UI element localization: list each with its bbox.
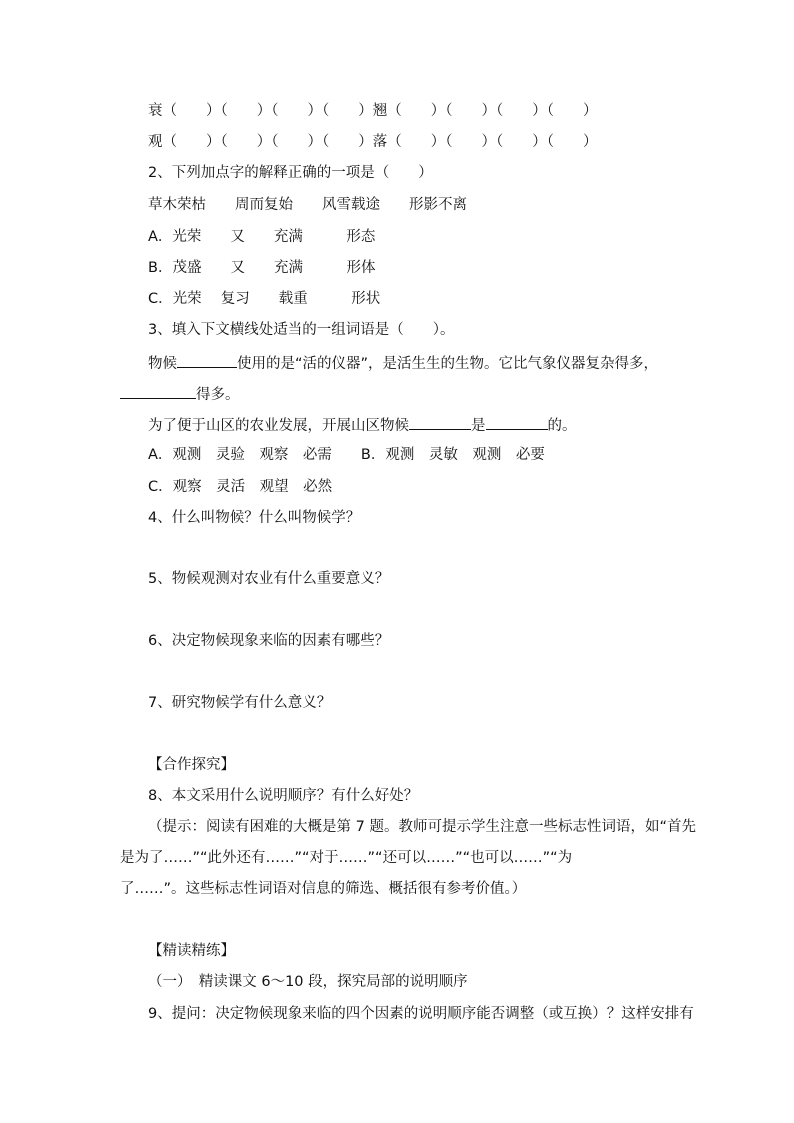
fill-blank — [120, 383, 196, 399]
question-2-option-a: A．光荣 又 充满 形态 — [148, 229, 376, 245]
fill-blank — [409, 414, 471, 430]
hint-line-1: （提示：阅读有困难的大概是第 7 题。教师可提示学生注意一些标志性词语，如“首先 — [148, 819, 696, 835]
char-row-1: 衰（ ）（ ）（ ）（ ）翘（ ）（ ）（ ）（ ） — [148, 103, 598, 119]
question-3: 3、填入下文横线处适当的一组词语是（ ）。 — [148, 322, 455, 338]
section-heading-cooperation: 【合作探究】 — [148, 757, 235, 773]
question-3-options-ab: A．观测 灵验 观察 必需 B．观测 灵敏 观测 必要 — [148, 447, 545, 463]
question-2-words: 草木荣枯 周而复始 风雪载途 形影不离 — [148, 197, 467, 213]
question-6: 6、决定物候现象来临的因素有哪些？ — [148, 633, 390, 649]
question-3-passage-line-3 — [148, 414, 577, 436]
fill-blank — [177, 352, 237, 368]
passage-text: 的。 — [547, 418, 577, 434]
passage-text: 使用的是“活的仪器”，是活生生的生物。它比气象仪器复杂得多， — [237, 356, 659, 372]
question-4: 4、什么叫物候？什么叫物候学？ — [148, 510, 361, 526]
question-3-passage-line-1 — [148, 352, 658, 374]
section-heading-intensive-reading: 【精读精练】 — [148, 943, 235, 959]
question-2-option-b: B．茂盛 又 充满 形体 — [148, 260, 376, 276]
hint-line-3: 了……”。这些标志性词语对信息的筛选、概括很有参考价值。） — [120, 881, 527, 897]
question-2-option-c: C．光荣 复习 载重 形状 — [148, 291, 381, 307]
passage-text: 是 — [471, 418, 486, 434]
question-3-passage-line-2 — [120, 383, 240, 405]
question-9: 9、提问：决定物候现象来临的四个因素的说明顺序能否调整（或互换）？这样安排有 — [148, 1006, 694, 1022]
question-3-option-c: C．观察 灵活 观望 必然 — [148, 479, 333, 495]
question-8: 8、本文采用什么说明顺序？有什么好处？ — [148, 788, 419, 804]
question-7: 7、研究物候学有什么意义？ — [148, 695, 332, 711]
fill-blank — [486, 414, 548, 430]
question-2: 2、下列加点字的解释正确的一项是（ ） — [148, 165, 433, 181]
hint-line-2: 是为了……”“此外还有……”“对于……”“还可以……”“也可以……”“为 — [120, 850, 573, 866]
char-row-2: 观（ ）（ ）（ ）（ ）落（ ）（ ）（ ）（ ） — [148, 134, 598, 150]
question-5: 5、物候观测对农业有什么重要意义？ — [148, 571, 390, 587]
passage-text: 得多。 — [196, 387, 240, 403]
subsection-1: （一） 精读课文 6～10 段，探究局部的说明顺序 — [148, 974, 468, 990]
passage-text: 物候 — [148, 356, 177, 372]
passage-text: 为了便于山区的农业发展，开展山区物候 — [148, 418, 409, 434]
